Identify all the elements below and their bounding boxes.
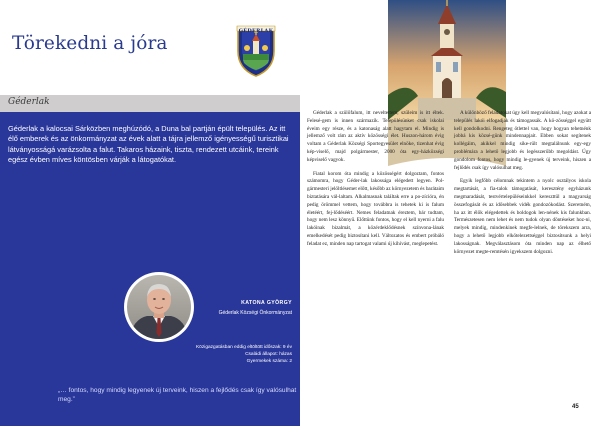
person-caption bbox=[200, 300, 292, 317]
info-line: Családi állapot: házas bbox=[245, 352, 292, 358]
person-role: Géderlak Községi Önkormányzat bbox=[218, 310, 292, 316]
pull-quote: „… fontos, hogy mindig legyenek új terveink, hiszen a fejlődés csak így valósulhat meg.” bbox=[58, 387, 297, 403]
info-line: Gyermekek száma: 2 bbox=[246, 359, 292, 365]
body-paragraph: Fiatal korom óta mindig a közösségért dolgoztam, fontos számomra, hogy Géder-lak lakossága elégedett legyen. Pol-gármesteri jelöltlésemet előtt, később az környezetem és barátaim biztatására vál-laltam. Alkalmasnak találtak erre a po-zícióra, én pedig örömmel vettem, hogy továbbra is tehetek ki is falum életéért, fej-lődéséért. Nemes feladatnak éreztem, bár tudtam, hogy nem lesz könnyű. Előttünk fontos, hogy el kell nyerni a falu lakóinak bizalmát, a közérdeklődésnek színvona-lának emelkedését pedig biztosítani kell. Változatos és embert próbáló feladat ez, minden nap tartogat valami új kihívást, meglepetést. bbox=[307, 170, 444, 247]
intro-paragraph: Géderlak a kalocsai Sárközben meghúzódó, a Duna bal partján épült település. Az itt élő emberek és az önkormányzat az évek alatt a tájra jellemző igényességű turisztikai látványosságá varázsolta a falut. Takaros házaink, tiszta, rendezett utcáink, tereink egész évben míves köntösben várják a látogatókat. bbox=[8, 124, 289, 165]
person-name: KATONA GYÖRGY bbox=[241, 300, 292, 306]
body-paragraph: Egyik legfőbb célomnak tekintem a nyolc osztályos iskola megtartását, a fia-talok támogatását, keresztény egyházunk megmaradását, testvértelepüléseinkkel kereszttül a magyarság összefogását és az idősebbek vidék gondozókodást. Szeretném, ha az itt élők elégedettek és boldogok len-nének kis falunkban. Természetesen nem lehet és nem tudok olyan döntéseket hoz-ni, melyek mindig, mindenkinek megfe-lelnek, de törekszem arra, hogy a lehető legjobb elkötelezettséggel biztosítsunk a helyi lakosságnak. Megválasztásom óta minden nap az élhető környezet megte-remtésén igyekszem dolgozni. bbox=[454, 178, 591, 255]
article-body bbox=[307, 110, 591, 410]
person-info bbox=[60, 344, 292, 366]
page-number: 45 bbox=[572, 404, 579, 410]
info-line: Közigazgatásban eddig eltöltött időszak: 9 év bbox=[195, 345, 292, 350]
crest-label: GÉDERLAK bbox=[238, 28, 274, 34]
body-paragraph: Géderlak a szülőfalum, itt neveltettem, szüleim is itt éltek. Felesé-gem is innen származik. Településünket csak iskolai éveim egy része, és a katonaság alatt hagytam el. Mindig is jellemző volt rám az aktív közösségi élet. Huszon-három évig voltam a Géderlak Községi Sportegyesület elnöke, tizenhat évig kép-viselő, majd polgármester, 2000 óta egy-házközségi képviselő vagyok. bbox=[307, 110, 444, 163]
section-label: Géderlak bbox=[8, 97, 50, 107]
page-title: Törekedni a jóra bbox=[12, 33, 168, 54]
portrait-frame bbox=[124, 272, 194, 342]
portrait-photo bbox=[127, 275, 191, 339]
body-paragraph: A különböző feladatokat úgy kell megvalósítani, hogy azokat a település lakói elfogadják és támogassák. A kö-zösséggel együtt kell gondolkodni. Rengeteg ötlettel van, hogy hogyan tehetnénk jobbá kis közsé-günk mindennapjait. Ebben sokat segítenek kollégáim, akikkel mindig sike-rült megtalálnunk egy-egy problémára a lehető legjobb és legésszerűbb megoldást. Úgy gondolom fontos, hogy mindig le-gyenek új terveink, hiszen a fejlődés csak így valósulhat meg. bbox=[454, 110, 591, 171]
